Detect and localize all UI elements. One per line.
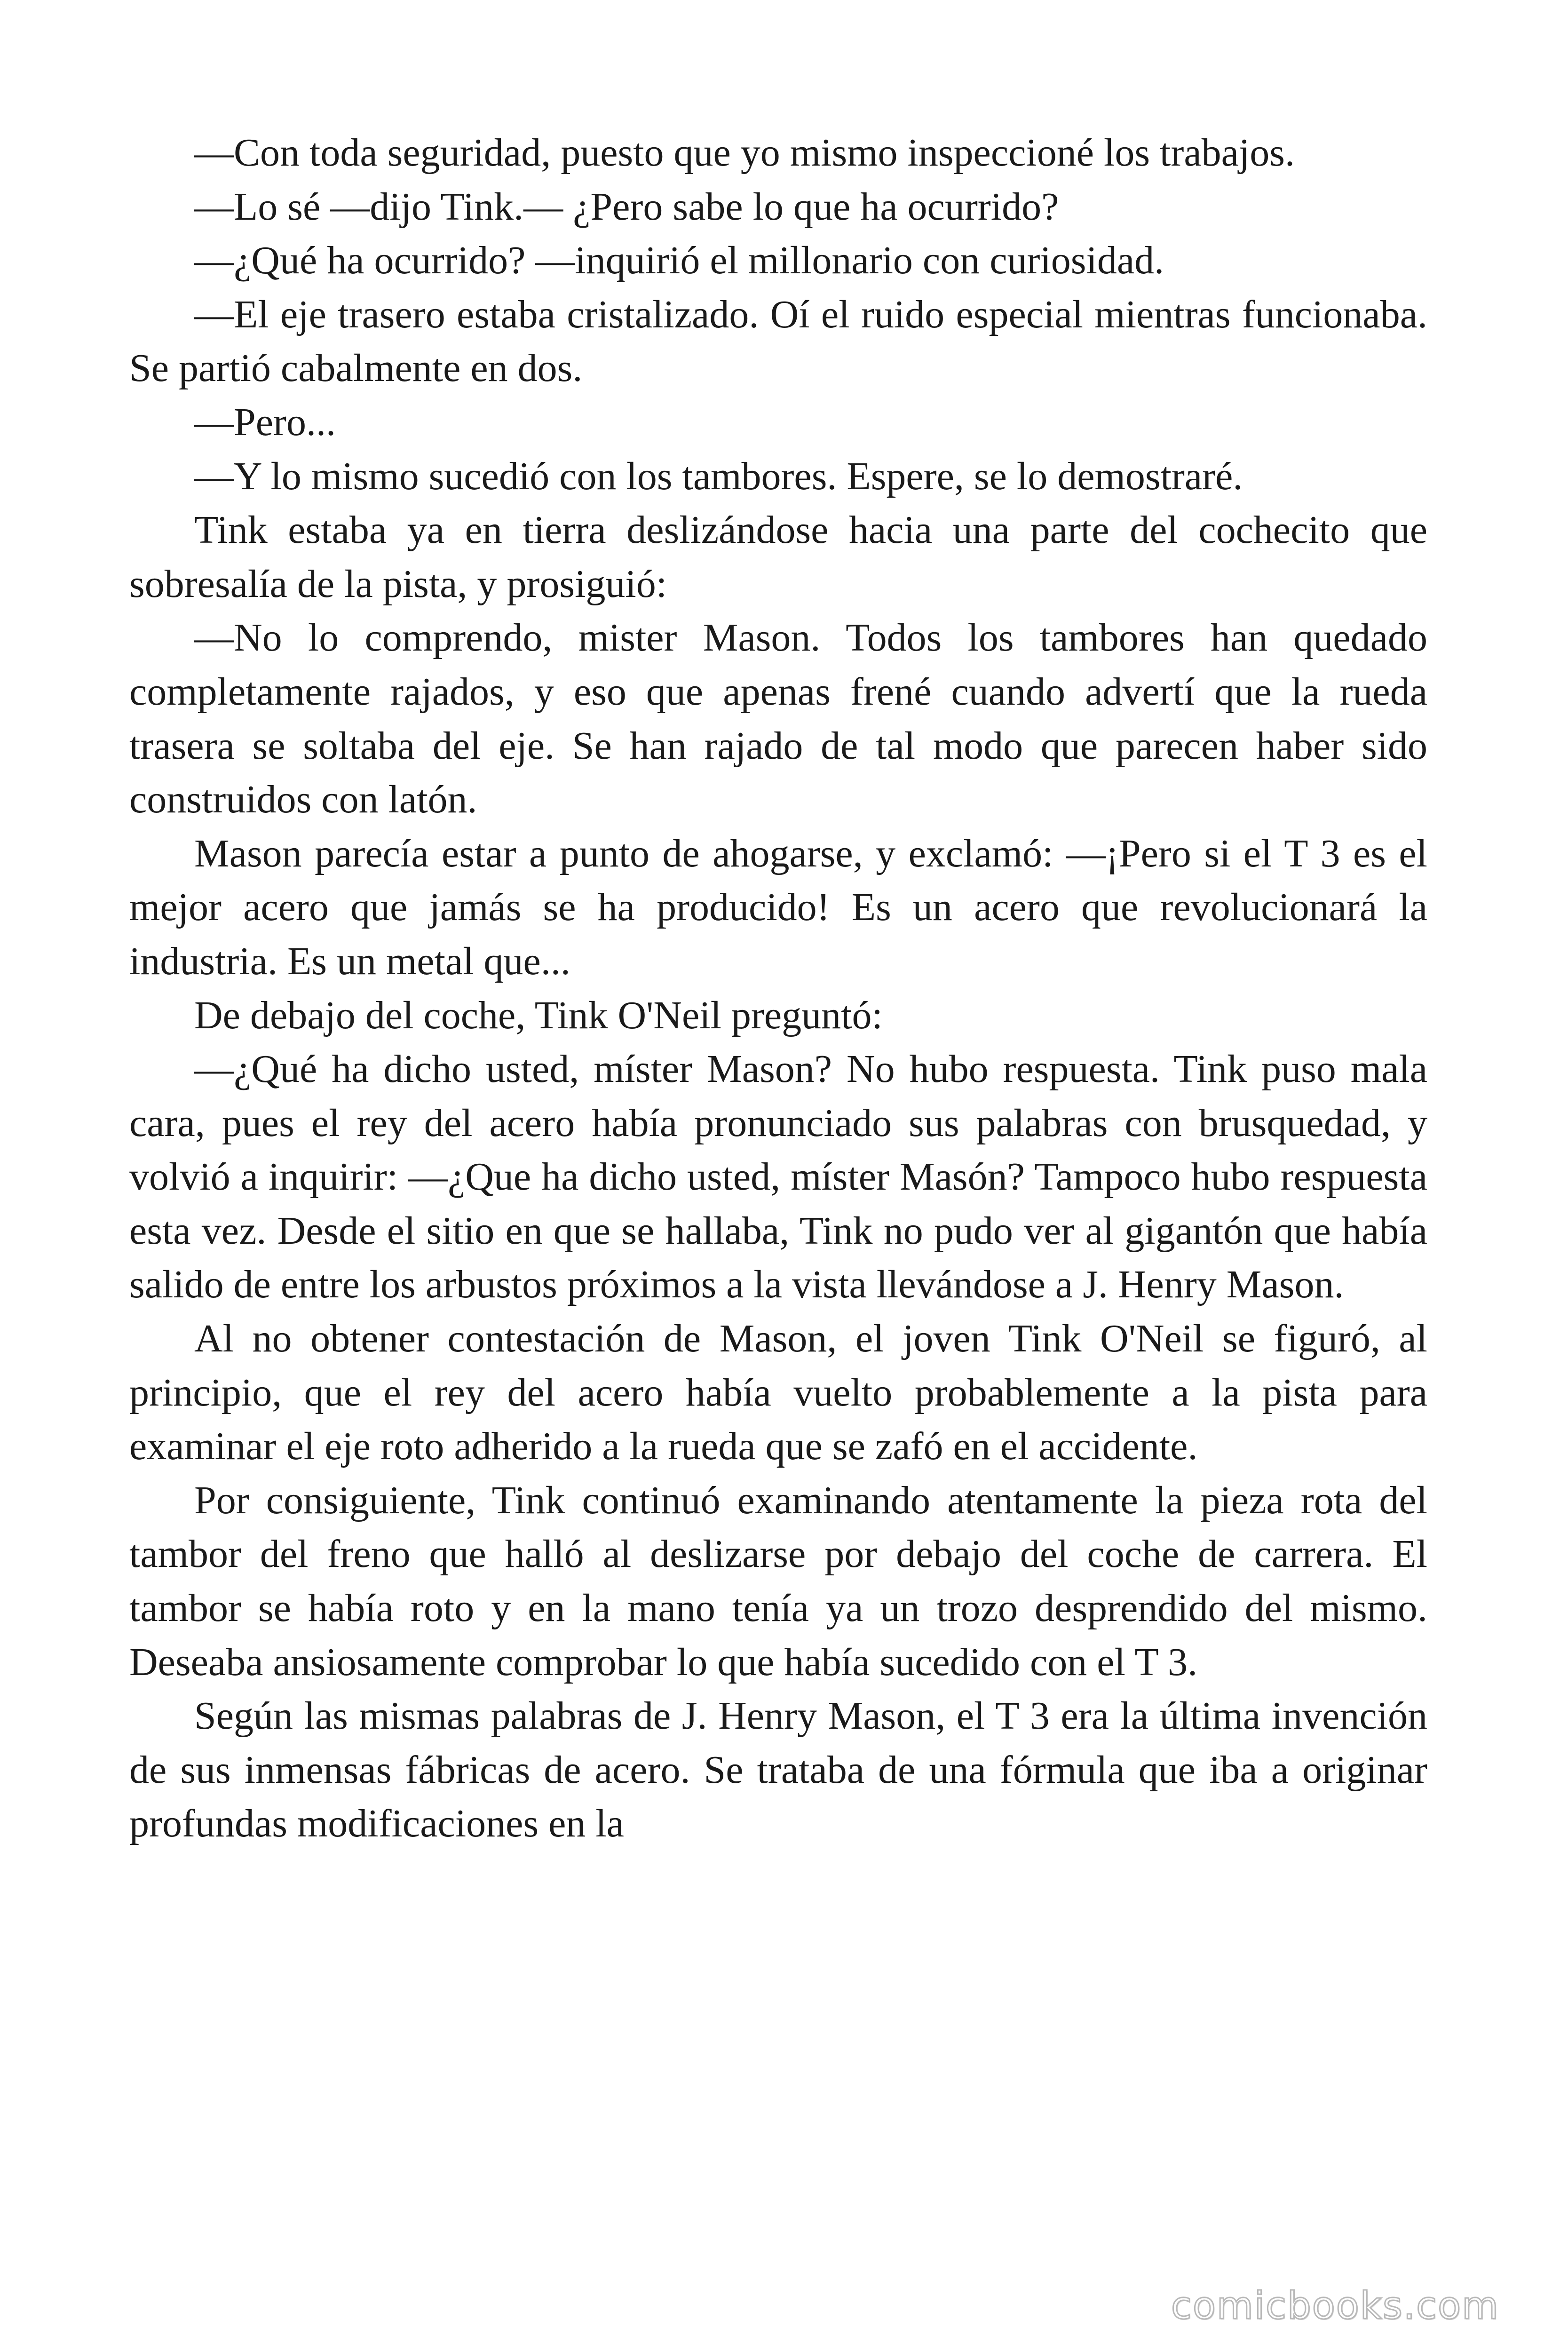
paragraph: —Y lo mismo sucedió con los tambores. Espere, se lo demostraré. xyxy=(194,454,1243,498)
page-text xyxy=(129,126,1427,1851)
watermark: comicbooks.com xyxy=(1171,2284,1499,2328)
paragraph: —No lo comprendo, mister Mason. Todos los tambores han quedado completamente rajados, y eso que apenas frené cuando advertí que la rueda trasera se soltaba del eje. Se han rajado de tal modo que parecen haber sido construidos con latón. xyxy=(129,616,1427,822)
paragraph: Por consiguiente, Tink continuó examinando atentamente la pieza rota del tambor del freno que halló al deslizarse por debajo del coche de carrera. El tambor se había roto y en la mano tenía ya un trozo desprendido del mismo. Deseaba ansiosamente comprobar lo que había sucedido con el T 3. xyxy=(129,1478,1427,1684)
paragraph: Según las mismas palabras de J. Henry Mason, el T 3 era la última invención de sus inmensas fábricas de acero. Se trataba de una fórmula que iba a originar profundas modificaciones en la xyxy=(129,1694,1427,1846)
paragraph: De debajo del coche, Tink O'Neil preguntó: xyxy=(194,993,883,1037)
paragraph: Tink estaba ya en tierra deslizándose hacia una parte del cochecito que sobresalía de la pista, y prosiguió: xyxy=(129,508,1427,606)
paragraph: —Pero... xyxy=(194,400,336,444)
paragraph: Mason parecía estar a punto de ahogarse, y exclamó: —¡Pero si el T 3 es el mejor acero que jamás se ha producido! Es un acero que revolucionará la industria. Es un metal que... xyxy=(129,831,1427,983)
paragraph: —¿Qué ha dicho usted, míster Mason? No hubo respuesta. Tink puso mala cara, pues el rey del acero había pronunciado sus palabras con brusquedad, y volvió a inquirir: —¿Que ha dicho usted, míster Masón? Tampoco hubo respuesta esta vez. Desde el sitio en que se hallaba, Tink no pudo ver al gigantón que había salido de entre los arbustos próximos a la vista llevándose a J. Henry Mason. xyxy=(129,1047,1427,1307)
paragraph: —¿Qué ha ocurrido? —inquirió el millonario con curiosidad. xyxy=(194,238,1164,283)
paragraph: —Con toda seguridad, puesto que yo mismo inspeccioné los trabajos. xyxy=(194,131,1295,175)
paragraph: Al no obtener contestación de Mason, el joven Tink O'Neil se figuró, al principio, que el rey del acero había vuelto probablemente a la pista para examinar el eje roto adherido a la rueda que se zafó en el accidente. xyxy=(129,1317,1427,1469)
paragraph: —El eje trasero estaba cristalizado. Oí el ruido especial mientras funcionaba. Se partió cabalmente en dos. xyxy=(129,292,1427,390)
paragraph: —Lo sé —dijo Tink.— ¿Pero sabe lo que ha ocurrido? xyxy=(194,184,1059,229)
